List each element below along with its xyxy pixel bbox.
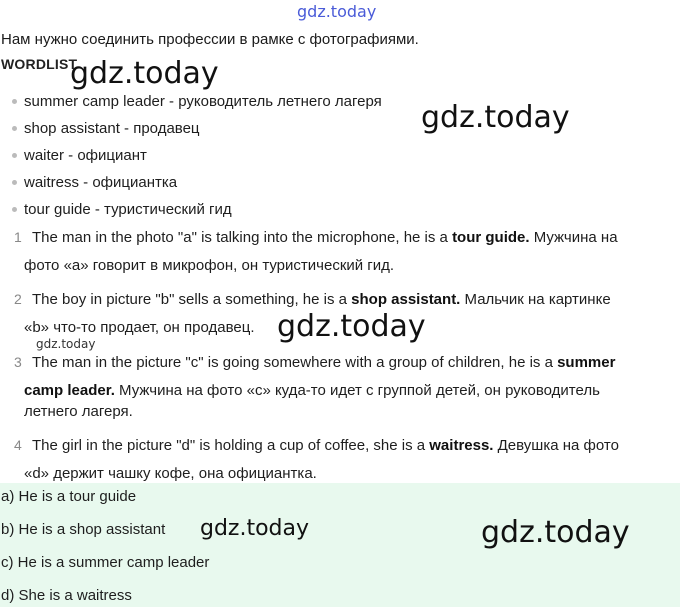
list-item: shop assistant - продавец: [12, 120, 200, 137]
watermark: gdz.today: [481, 515, 630, 550]
list-item: summer camp leader - руководитель летнего лагеря: [12, 93, 382, 110]
answer-item-1-translation: фото «a» говорит в микрофон, он туристический гид.: [24, 257, 395, 274]
answer-item-3-translation: camp leader. Мужчина на фото «c» куда-то идет с группой детей, он руководитель: [24, 382, 600, 399]
list-item: tour guide - туристический гид: [12, 201, 232, 218]
answer-item-2-translation: «b» что-то продает, он продавец.: [24, 319, 255, 336]
wordlist-heading: WORDLIST: [1, 56, 78, 72]
watermark: gdz.today: [200, 516, 310, 541]
answer-option-d: d) She is a waitress: [1, 587, 132, 604]
watermark: gdz.today: [36, 337, 96, 351]
list-item: waiter - официант: [12, 147, 147, 164]
bullet-icon: [12, 180, 17, 185]
watermark: gdz.today: [421, 100, 570, 135]
answer-option-b: b) He is a shop assistant: [1, 521, 166, 538]
answer-option-a: a) He is a tour guide: [1, 488, 137, 505]
bullet-icon: [12, 207, 17, 212]
answer-item-3-translation-cont: летнего лагеря.: [24, 403, 133, 420]
answer-option-c: c) He is a summer camp leader: [1, 554, 210, 571]
answer-item-4-translation: «d» держит чашку кофе, она официантка.: [24, 465, 317, 482]
watermark-top: gdz.today: [297, 2, 377, 21]
bullet-icon: [12, 99, 17, 104]
list-item: waitress - официантка: [12, 174, 177, 191]
intro-text: Нам нужно соединить профессии в рамке с фотографиями.: [1, 31, 419, 48]
watermark: gdz.today: [277, 309, 426, 344]
watermark: gdz.today: [70, 56, 219, 91]
bullet-icon: [12, 153, 17, 158]
answer-item-2: 2 The boy in picture "b" sells a something, he is a shop assistant. Мальчик на картинке: [14, 291, 611, 308]
answer-item-1: 1 The man in the photo "a" is talking into the microphone, he is a tour guide. Мужчина на: [14, 229, 618, 246]
bullet-icon: [12, 126, 17, 131]
answer-item-3: 3 The man in the picture "c" is going somewhere with a group of children, he is a summer: [14, 354, 616, 371]
answer-item-4: 4 The girl in the picture "d" is holding a cup of coffee, she is a waitress. Девушка на фото: [14, 437, 619, 454]
